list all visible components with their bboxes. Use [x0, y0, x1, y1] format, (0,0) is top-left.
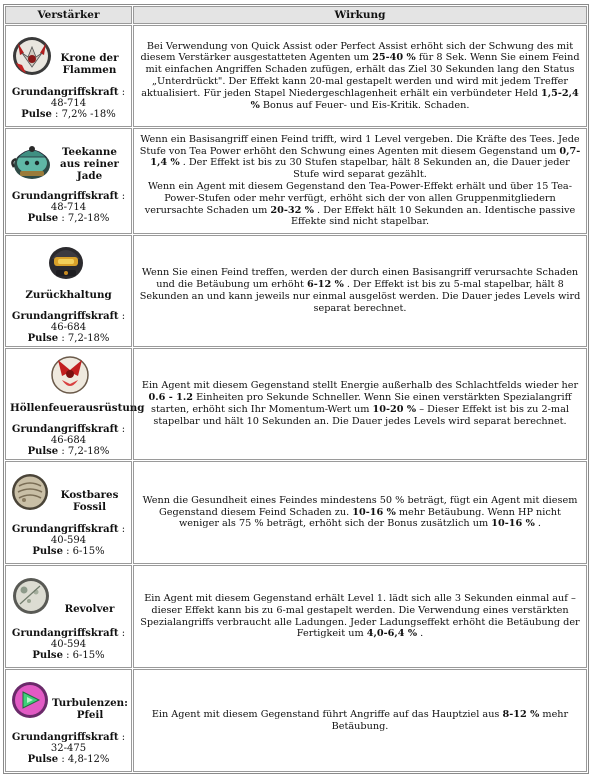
header-effect: Wirkung: [133, 6, 587, 24]
item-name: Höllenfeuerausrüstung: [10, 402, 145, 414]
pulse-label: Pulse: [21, 109, 52, 120]
effect-value: 10-16 %: [491, 518, 535, 530]
item-cell: Höllenfeuerausrüstung Grundangriffskraft : 46-684 Pulse : 7,2-18%: [5, 348, 132, 460]
effect-value: 8-12 %: [502, 708, 540, 720]
base-label: Grundangriffskraft: [11, 191, 119, 202]
base-value: 46-684: [50, 322, 87, 333]
pulse-label: Pulse: [27, 753, 59, 765]
effect-cell: Ein Agent mit diesem Gegenstand stellt Energie außerhalb des Schlachtfelds wieder her 0.6 - 1.2 Einheiten pro Sekunde Schneller. Wenn Sie einen verstärkten Spezialangriff starten, erhöht sich Ihr Momentum-Wert um 10-20 % – Dieser Effekt ist bis zu 2-mal stapelbar und hält 10 Sekunden an. Die Dauer jedes Levels wird separat berechnet.: [133, 348, 587, 460]
base-label: Grundangriffskraft: [11, 424, 119, 435]
table-row: [5, 669, 587, 772]
base-label: Grundangriffskraft: [11, 731, 119, 743]
pulse-label: Pulse: [27, 213, 59, 224]
jade-teapot-icon: [10, 139, 54, 183]
pulse-label: Pulse: [27, 333, 59, 344]
pulse-value: 7,2-18%: [67, 333, 110, 344]
item-cell: Revolver Grundangriffskraft : 40-594 Pulse : 6-15%: [5, 565, 132, 668]
effect-value: 1,5-2,4 %: [250, 87, 579, 111]
restraint-helmet-icon: [44, 239, 88, 283]
base-label: Grundangriffskraft: [11, 627, 119, 639]
table-header-row: [5, 6, 587, 24]
pulse-value: 7,2% -18%: [61, 109, 116, 120]
table-row: [5, 461, 587, 564]
item-name: Revolver: [64, 602, 115, 615]
table-row: [5, 235, 587, 347]
effect-value: 20-32 %: [270, 204, 314, 216]
revolver-icon: [10, 574, 54, 618]
base-value: 40-594: [50, 534, 87, 546]
effect-cell: Wenn Sie einen Feind treffen, werden der durch einen Basisangriff verursachte Schaden und die Betäubung um erhöht 6-12 % . Der Effekt ist bis zu 5-mal stapelbar, hält 8 Sekunden an und kann jeweils nur einmal ausgelöst werden. Die Dauer jedes Levels wird separat berechnet.: [133, 235, 587, 347]
item-cell: Kostbares Fossil Grundangriffskraft : 40-594 Pulse : 6-15%: [5, 461, 132, 564]
base-label: Grundangriffskraft: [11, 311, 119, 322]
table-row: [5, 128, 587, 234]
crown-of-flames-icon: [10, 33, 54, 77]
turbulence-arrow-icon: [10, 678, 54, 722]
pulse-label: Pulse: [32, 545, 63, 557]
item-cell: Teekanne aus reiner Jade Grundangriffskraft : 48-714 Pulse : 7,2-18%: [5, 128, 132, 234]
pulse-value: 6-15%: [72, 649, 105, 661]
item-cell: Krone der Flammen Grundangriffskraft : 48-714 Pulse : 7,2% -18%: [5, 25, 132, 127]
effect-value: 0.6 - 1.2: [148, 392, 194, 404]
effect-value: 25-40 %: [372, 52, 416, 64]
base-value: 46-684: [50, 435, 87, 446]
pulse-label: Pulse: [32, 649, 63, 661]
base-value: 40-594: [50, 638, 87, 650]
effect-cell: Bei Verwendung von Quick Assist oder Perfect Assist erhöht sich der Schwung des mit diesem Verstärker ausgestatteten Agenten um 25-40 % für 8 Sek. Wenn Sie einem Feind mit einfachen Angriffen Schaden zufügen, erhält das Ziel 30 Sekunden lang den Status „Unterdrückt". Der Effekt kann 20-mal gestapelt werden und wird mit jedem Treffer aktualisiert. Für jeden Stapel Niedergeschlagenheit erhält ein verbündeter Held 1,5-2,4 % Bonus auf Feuer- und Eis-Kritik. Schaden.: [133, 25, 587, 127]
effect-value: 10-16 %: [352, 506, 396, 518]
effect-value: 10-20 %: [372, 404, 417, 415]
item-name: Zurückhaltung: [25, 289, 112, 301]
base-value: 48-714: [50, 98, 87, 109]
table-row: [5, 25, 587, 127]
header-item: Verstärker: [5, 6, 132, 24]
effect-cell: Wenn die Gesundheit eines Feindes mindestens 50 % beträgt, fügt ein Agent mit diesem Gegenstand diesem Feind Schaden zu. 10-16 % mehr Betäubung. Wenn HP nicht weniger als 75 % beträgt, erhöht sich der Bonus zusätzlich um 10-16 % .: [133, 461, 587, 564]
effect-cell: Wenn ein Basisangriff einen Feind trifft, wird 1 Level vergeben. Die Kräfte des Tees. Jede Stufe von Tea Power erhöht den Schwung eines Agenten mit diesem Gegenstand um 0,7-1,4 % . Der Effekt ist bis zu 30 Stufen stapelbar, hält 8 Sekunden an, die Dauer jeder Stufe wird separat gezählt. Wenn ein Agent mit diesem Gegenstand den Tea-Power-Effekt erhält und über 15 Tea-Power-Stufen oder mehr verfügt, erhöht sich der von allen Gruppenmitgliedern verursachte Schaden um 20-32 % . Der Effekt hält 10 Sekunden an. Identische passive Effekte sind nicht stapelbar.: [133, 128, 587, 234]
pulse-label: Pulse: [27, 446, 59, 457]
item-name: Turbulenzen: Pfeil: [52, 696, 128, 721]
effect-cell: Ein Agent mit diesem Gegenstand erhält Level 1. lädt sich alle 3 Sekunden einmal auf – dieser Effekt kann bis zu 6-mal gestapelt werden. Die Verwendung eines verstärkten Spezialangriffs verbraucht alle Ladungen. Jeder Ladungseffekt erhöht die Betäubung der Fertigkeit um 4,0-6,4 % .: [133, 565, 587, 668]
item-name: Teekanne aus reiner Jade: [60, 146, 119, 182]
effect-value: 4,0-6,4 %: [366, 628, 418, 640]
pulse-value: 4,8-12%: [67, 753, 110, 765]
effect-cell: Ein Agent mit diesem Gegenstand führt Angriffe auf das Hauptziel aus 8-12 % mehr Betäubung.: [133, 669, 587, 772]
item-name: Kostbares Fossil: [60, 488, 119, 513]
pulse-value: 7,2-18%: [67, 213, 110, 224]
effect-value: 6-12 %: [306, 279, 344, 291]
item-cell: Zurückhaltung Grundangriffskraft : 46-684 Pulse : 7,2-18%: [5, 235, 132, 347]
pulse-value: 7,2-18%: [67, 446, 110, 457]
amplifier-table: [3, 4, 589, 774]
table-row: [5, 565, 587, 668]
effect-value: 0,7-1,4 %: [150, 145, 581, 169]
base-label: Grundangriffskraft: [11, 523, 119, 535]
item-cell: Turbulenzen: Pfeil Grundangriffskraft : 32-475 Pulse : 4,8-12%: [5, 669, 132, 772]
base-value: 32-475: [50, 742, 87, 754]
pulse-value: 6-15%: [72, 545, 105, 557]
item-name: Krone der Flammen: [60, 52, 119, 76]
hellfire-gear-icon: [48, 352, 92, 396]
base-label: Grundangriffskraft: [11, 87, 119, 98]
precious-fossil-icon: [10, 470, 54, 514]
table-row: [5, 348, 587, 460]
base-value: 48-714: [50, 202, 87, 213]
